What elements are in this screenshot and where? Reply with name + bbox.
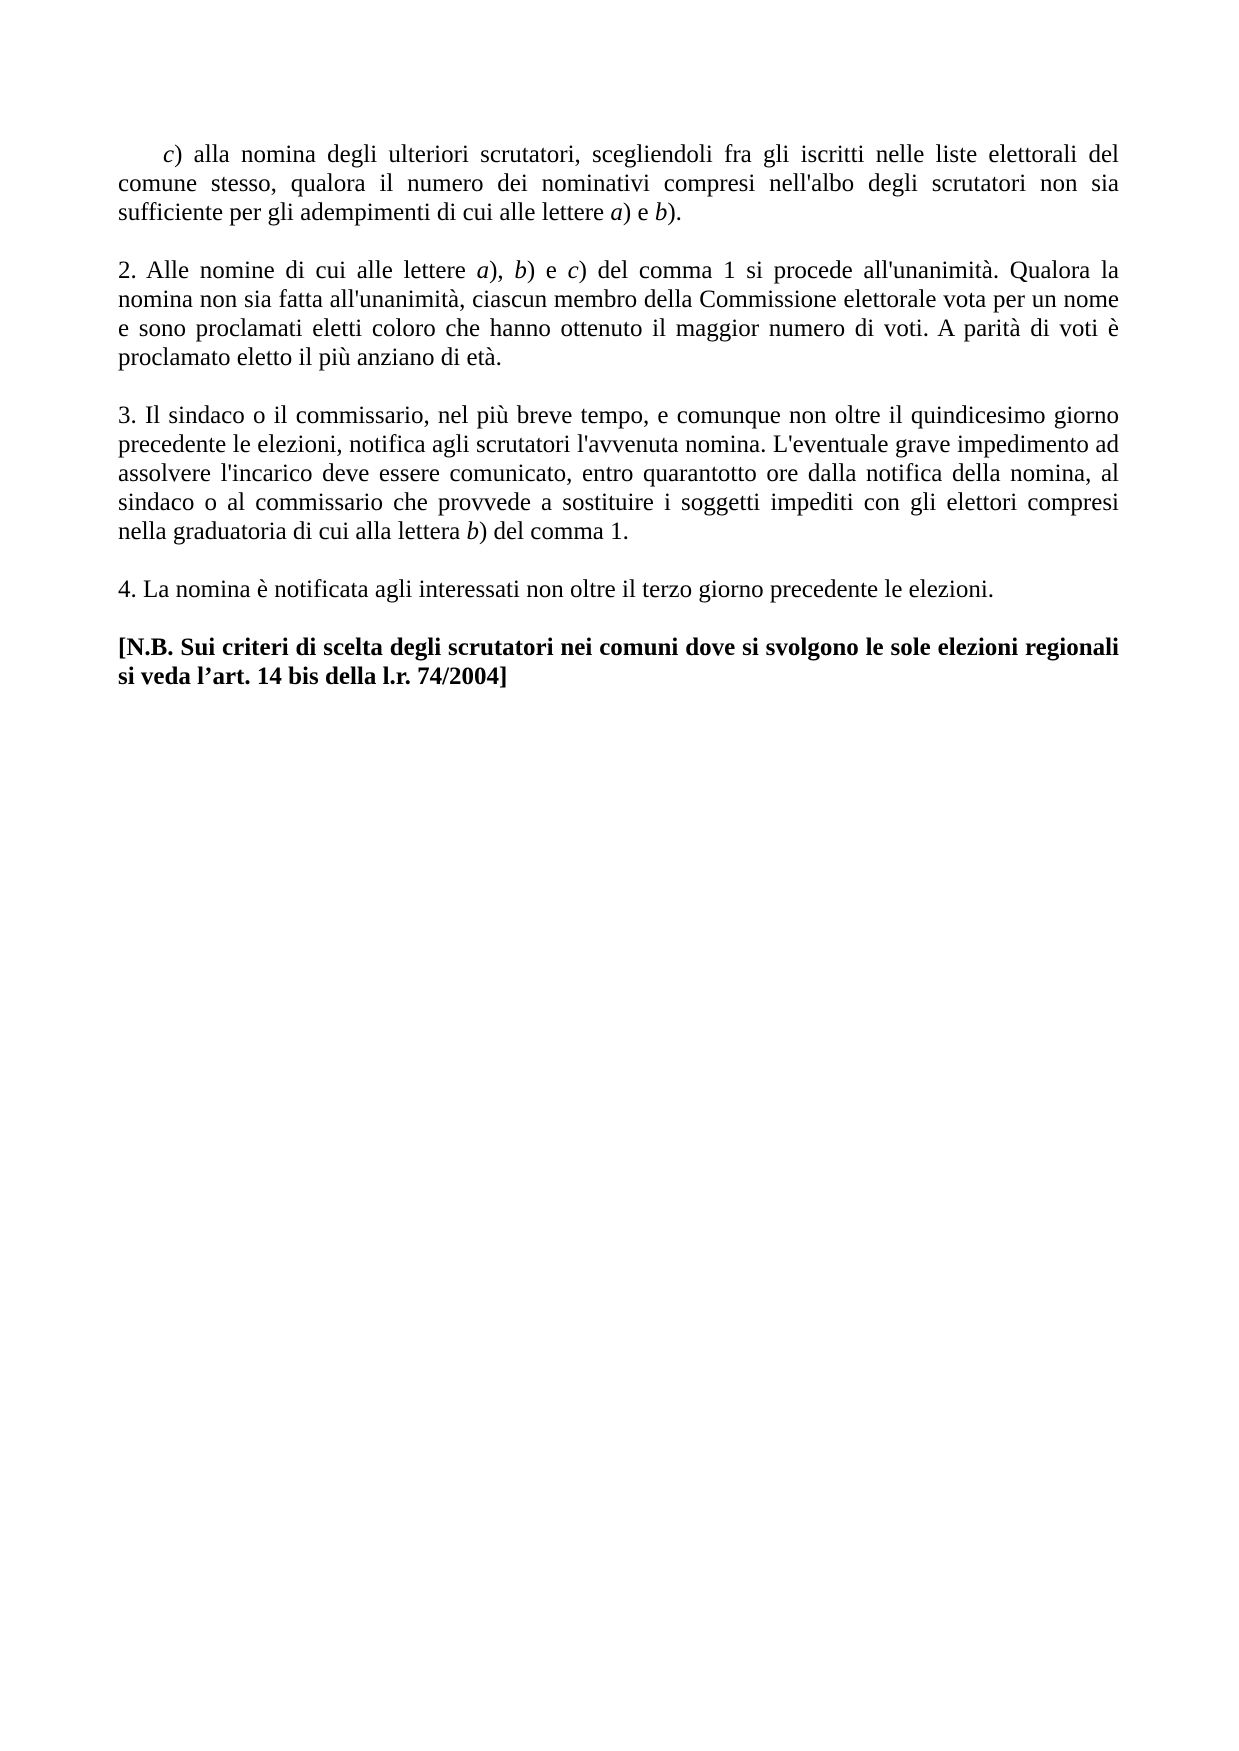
paragraph-letter-c	[118, 140, 1119, 227]
text-run: 3. Il sindaco o il commissario, nel più breve tempo, e comunque non oltre il quindicesimo giorno precedente le elezioni, notifica agli scrutatori l'avvenuta nomina. L'eventuale grave impedimento ad assolvere l'incarico deve essere comunicato, entro quarantotto ore dalla notifica della nomina, al sindaco o al commissario che provvede a sostituire i soggetti impediti con gli elettori compresi nella graduatoria di cui alla lettera	[118, 402, 1119, 545]
text-run: ).	[667, 199, 682, 226]
italic-letter: b	[466, 518, 479, 545]
paragraph-comma-2	[118, 256, 1119, 372]
italic-letter: a	[610, 199, 623, 226]
italic-letter: a	[476, 257, 490, 284]
text-run: ) e	[526, 257, 568, 284]
paragraph-nota-bene	[118, 633, 1119, 691]
text-run: ) alla nomina degli ulteriori scrutatori, scegliendoli fra gli iscritti nelle liste elettorali del comune stesso, qualora il numero dei nominativi compresi nell'albo degli scrutatori non sia sufficiente per gli adempimenti di cui alle lettere	[118, 141, 1119, 226]
paragraph-comma-4	[118, 575, 1119, 604]
text-run: ) del comma 1 si procede all'unanimità. Qualora la nomina non sia fatta all'unanimità, ciascun membro della Commissione elettorale vota per un nome e sono proclamati eletti coloro che hanno ottenuto il maggior numero di voti. A parità di voti è proclamato eletto il più anziano di età.	[118, 257, 1119, 371]
text-run: 2. Alle nomine di cui alle lettere	[118, 257, 477, 284]
paragraph-comma-3	[118, 401, 1119, 546]
text-run: 4. La nomina è notificata agli interessati non oltre il terzo giorno precedente le elezioni.	[118, 576, 995, 603]
text-run: ) e	[622, 199, 655, 226]
text-run: [N.B. Sui criteri di scelta degli scrutatori nei comuni dove si svolgono le sole elezioni regionali si veda l’art. 14 bis della l.r. 74/2004]	[118, 634, 1119, 690]
italic-letter: c	[163, 141, 175, 168]
text-run: ) del comma 1.	[478, 518, 629, 545]
text-run: ),	[489, 257, 515, 284]
italic-letter: b	[654, 199, 668, 226]
text-block	[118, 140, 1119, 720]
italic-letter: b	[514, 257, 527, 284]
italic-letter: c	[567, 257, 579, 284]
